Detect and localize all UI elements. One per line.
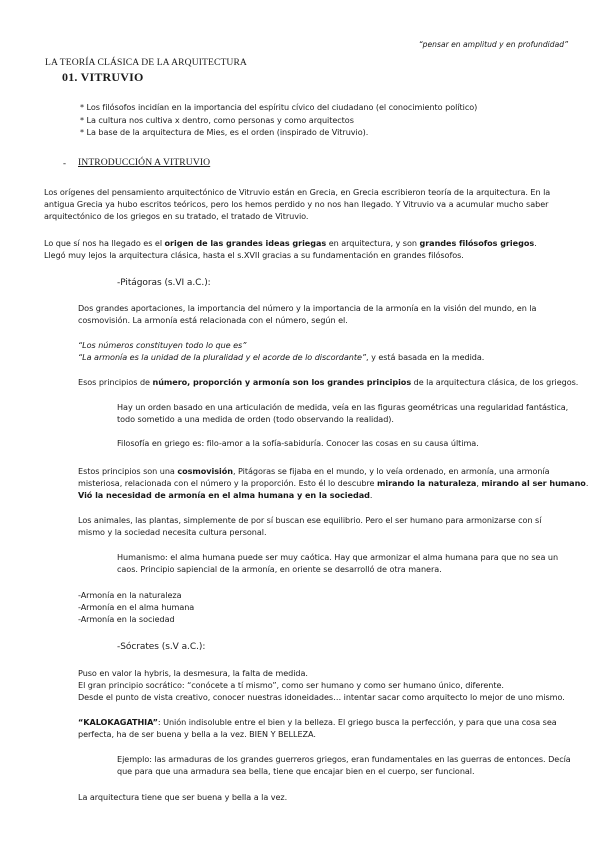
text-line: arquitectónico de los griegos en su tratado, el tratado de Vitruvio. xyxy=(44,211,309,221)
text-line: Los orígenes del pensamiento arquitectónico de Vitruvio están en Grecia, en Grecia escribieron teoría de la arquitectura. En la xyxy=(44,187,551,197)
socrates-paragraph xyxy=(78,667,600,703)
text-line: perfecta, ha de ser buena y bella a la vez. BIEN Y BELLEZA. xyxy=(78,729,316,739)
emphasis: origen de las grandes ideas griegas xyxy=(164,238,327,248)
text-line: Estos principios son una cosmovisión, Pitágoras se fijaba en el mundo, y lo veía ordenado, en armonía, una armonía xyxy=(78,466,550,476)
text-line: Hay un orden basado en una articulación de medida, veía en las figuras geométricas una regularidad fantástica, xyxy=(117,402,569,412)
text-line: Vió la necesidad de armonía en el alma humana y en la sociedad. xyxy=(78,490,373,500)
header-motto: “pensar en amplitud y en profundidad” xyxy=(418,40,568,49)
text-line: Dos grandes aportaciones, la importancia del número y la importancia de la armonía en la visión del mundo, en la xyxy=(78,303,537,313)
emphasis: cosmovisión xyxy=(177,466,233,476)
emphasis: mirando la naturaleza xyxy=(376,478,477,488)
text-line: misteriosa, relacionada con el número y la proporción. Esto él lo descubre mirando la naturaleza, mirando al ser humano. xyxy=(78,478,589,488)
order-indent xyxy=(117,401,587,425)
section-title: INTRODUCCIÓN A VITRUVIO xyxy=(78,157,211,168)
emphasis: número, proporción y armonía son los grandes principios xyxy=(152,377,412,387)
bullet-item: * Los filósofos incidían en la importancia del espíritu cívico del ciudadano (el conocimiento político) xyxy=(80,102,478,112)
pitagoras-heading: -Pitágoras (s.VI a.C.): xyxy=(117,278,211,288)
list-item: -Armonía en el alma humana xyxy=(78,602,195,612)
animals-paragraph xyxy=(78,514,600,538)
text-line: Llegó muy lejos la arquitectura clásica, hasta el s.XVII gracias a su fundamentación en grandes filósofos. xyxy=(44,250,464,260)
text-line: “KALOKAGATHIA”: Unión indisoluble entre el bien y la belleza. El griego busca la perfección, y para que una cosa sea xyxy=(78,717,557,727)
socrates-heading: -Sócrates (s.V a.C.): xyxy=(117,642,206,652)
closing-line: La arquitectura tiene que ser buena y bella a la vez. xyxy=(78,792,288,802)
bullet-item: * La cultura nos cultiva x dentro, como personas y como arquitectos xyxy=(80,114,354,125)
example-indent xyxy=(117,753,587,777)
pitagoras-quotes xyxy=(78,339,600,363)
emphasis: mirando al ser humano xyxy=(481,478,586,488)
text-line: Ejemplo: las armaduras de los grandes guerreros griegos, eran fundamentales en las guerras de entonces. Decía xyxy=(117,754,571,764)
text-line: todo sometido a una medida de orden (todo observando la realidad). xyxy=(117,414,394,424)
text-line: cosmovisión. La armonía está relacionada con el número, según el. xyxy=(78,315,348,325)
bullet-item: * La base de la arquitectura de Mies, es el orden (inspirado de Vitruvio). xyxy=(80,127,369,137)
quote-line: “Los números constituyen todo lo que es” xyxy=(78,340,247,350)
text-line: El gran principio socrático: “conócete a tí mismo”, como ser humano y como ser humano único, diferente. xyxy=(78,680,504,690)
emphasis: “KALOKAGATHIA” xyxy=(78,717,158,727)
harmony-list xyxy=(78,589,194,625)
list-item: -Armonía en la sociedad xyxy=(78,614,175,624)
text-line: Puso en valor la hybris, la desmesura, la falta de medida. xyxy=(78,668,308,678)
text-line: Desde el punto de vista creativo, conocer nuestras idoneidades… intentar sacar como arquitecto lo mejor de uno mismo. xyxy=(78,692,565,702)
cosmovision-paragraph xyxy=(78,465,600,501)
list-item: -Armonía en la naturaleza xyxy=(78,590,182,600)
text-line: caos. Principio sapiencial de la armonía, en oriente se desarrolló de otra manera. xyxy=(117,564,442,574)
text-line: antigua Grecia ya hubo escritos teóricos, pero los hemos perdido y no nos han llegado. Y Vitruvio va a acumular mucho saber xyxy=(44,199,549,209)
document-title: LA TEORÍA CLÁSICA DE LA ARQUITECTURA xyxy=(45,57,247,68)
intro-paragraph-2 xyxy=(44,237,574,261)
text-line: Humanismo: el alma humana puede ser muy caótica. Hay que armonizar el alma humana para que no sea un xyxy=(117,552,559,562)
humanism-indent xyxy=(117,551,587,575)
text-line: mismo y la sociedad necesita cultura personal. xyxy=(78,527,267,537)
principles-line: Esos principios de número, proporción y armonía son los grandes principios de la arquitectura clásica, de los griegos. xyxy=(78,377,579,387)
text-line: Los animales, las plantas, simplemente de por sí buscan ese equilibrio. Pero el ser humano para armonizarse con sí xyxy=(78,515,542,525)
section-dash: - xyxy=(63,158,66,168)
intro-paragraph-1 xyxy=(44,186,574,222)
text-line: que para que una armadura sea bella, tiene que encajar bien en el cuerpo, ser funcional. xyxy=(117,766,475,776)
bullet-list xyxy=(80,101,477,139)
quote-line: “La armonía es la unidad de la pluralidad y el acorde de lo discordante”, y está basada en la medida. xyxy=(78,352,485,362)
emphasis: Vió la necesidad de armonía en el alma humana y en la sociedad xyxy=(78,490,370,500)
philosophy-indent: Filosofía en griego es: filo-amor a la sofía-sabiduría. Conocer las cosas en su causa última. xyxy=(117,438,479,448)
emphasis: grandes filósofos griegos xyxy=(419,238,535,248)
kalokagathia-paragraph xyxy=(78,716,600,740)
pitagoras-paragraph xyxy=(78,302,600,326)
chapter-title: 01. VITRUVIO xyxy=(62,70,144,84)
text-line: Lo que sí nos ha llegado es el origen de las grandes ideas griegas en arquitectura, y son grandes filósofos griegos. xyxy=(44,238,537,248)
